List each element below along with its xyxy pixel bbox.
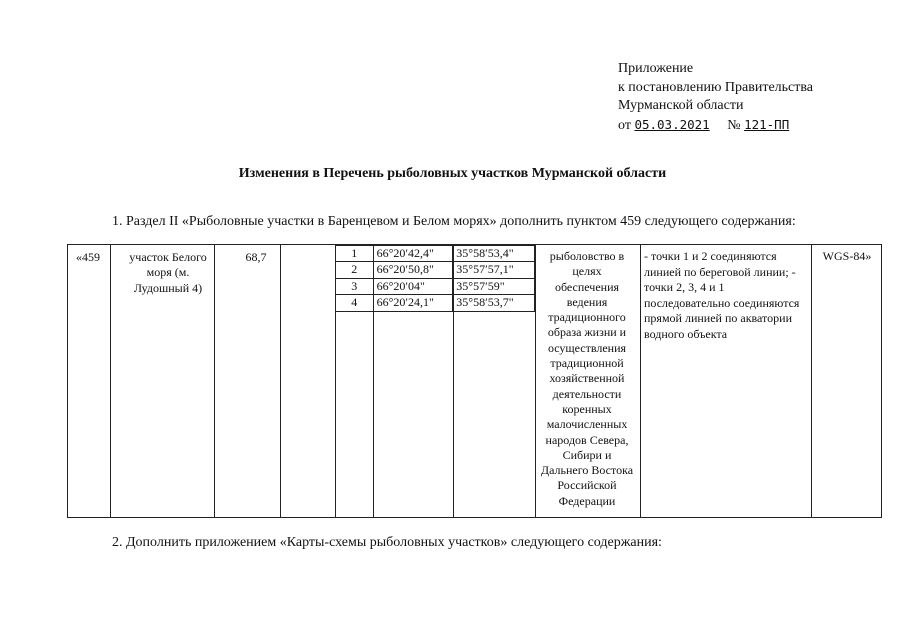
boundary-note: - точки 1 и 2 соединяются линией по береговой линии; - точки 2, 3, 4 и 1 последовательно соединяются прямой линией по акватории водного объекта [644, 249, 800, 341]
annex-number: 121-ПП [744, 116, 790, 132]
point-latitude: 66°20′24,1" [373, 295, 453, 311]
column-divider [110, 245, 111, 517]
paragraph-1: 1. Раздел II «Рыболовные участки в Баренцевом и Белом морях» дополнить пунктом 459 следующего содержания: [112, 214, 796, 229]
point-latitude: 66°20′04" [373, 278, 453, 294]
annex-date: 05.03.2021 [634, 116, 710, 132]
point-latitude: 66°20′50,8" [373, 262, 453, 278]
date-prefix: от [618, 117, 631, 133]
column-divider [280, 245, 281, 517]
document-title: Изменения в Перечень рыболовных участков Мурманской области [238, 166, 667, 181]
point-latitude: 66°20′42,4" [373, 246, 453, 262]
coordinate-row [336, 262, 535, 278]
coordinate-system: WGS-84» [822, 249, 872, 263]
annex-header [618, 60, 813, 135]
point-number: 2 [336, 262, 374, 278]
paragraph-2: 2. Дополнить приложением «Карты-схемы рыболовных участков» следующего содержания: [112, 535, 662, 550]
fishing-area-table [67, 244, 882, 518]
area-name: участок Белого моря (м. Лудошный 4) [129, 250, 207, 295]
point-number: 4 [336, 295, 374, 311]
usage-purpose: рыболовство в целях обеспечения ведения традиционного образа жизни и осуществления традиционной хозяйственной деятельности коренных малочисленных народов Севера, Сибири и Дальнего Востока Российской Федерации [540, 249, 634, 508]
point-longitude: 35°57′59" [453, 278, 535, 294]
annex-region: Мурманской области [618, 98, 744, 113]
point-longitude: 35°57′57,1" [453, 262, 535, 278]
annex-date-line [618, 116, 813, 136]
annex-title: Приложение [618, 61, 694, 76]
coordinate-row [336, 295, 535, 311]
point-longitude: 35°58′53,7" [453, 295, 535, 311]
number-prefix: № [727, 117, 741, 133]
column-divider [640, 245, 641, 517]
point-number: 1 [336, 246, 374, 262]
point-longitude: 35°58′53,4" [453, 246, 535, 262]
area-size: 68,7 [245, 250, 267, 264]
column-divider [535, 245, 536, 517]
point-number: 3 [336, 278, 374, 294]
coordinate-row [336, 246, 535, 262]
annex-decree: к постановлению Правительства [618, 79, 814, 95]
coordinates-table [335, 245, 535, 312]
coordinate-row [336, 278, 535, 294]
row-number: «459 [76, 250, 100, 264]
